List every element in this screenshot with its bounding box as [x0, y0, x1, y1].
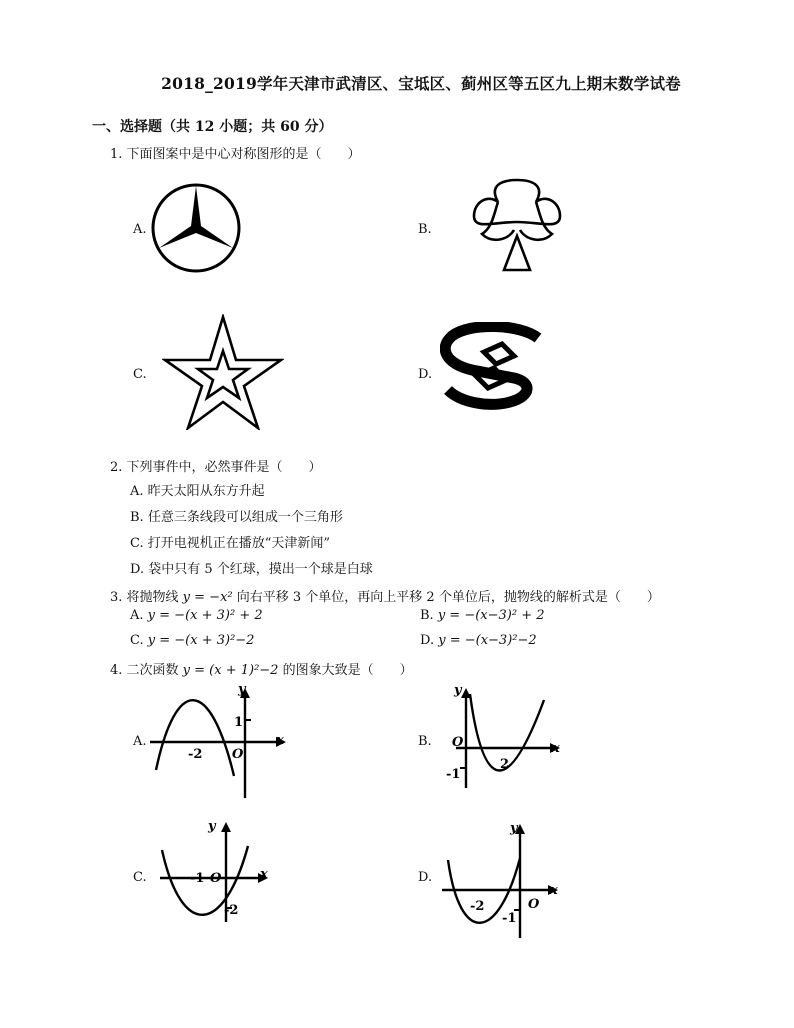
section-heading: 一、选择题（共 12 小题；共 60 分） [92, 119, 333, 135]
graph-a-x-label: x [276, 733, 284, 748]
q1-option-c-label: C. [133, 367, 147, 382]
graph-d-x-label: x [550, 883, 558, 898]
graph-b-x-label: x [552, 741, 560, 756]
q1-option-d-label: D. [418, 367, 433, 382]
double-star-icon [162, 314, 284, 430]
q3-stem-post: 向右平移 3 个单位，再向上平移 2 个单位后，抛物线的解析式是（ ） [232, 590, 660, 605]
q1-option-b-label: B. [418, 222, 432, 237]
question-2-stem: 2. 下列事件中，必然事件是（ ） [110, 460, 322, 475]
question-3-stem [110, 586, 660, 605]
q3-stem-expr: y = −x² [182, 590, 233, 605]
graph-d-y-label: y [510, 821, 518, 836]
graph-d-origin: O [528, 897, 540, 912]
graph-c-mark-1: -1 [190, 871, 205, 886]
graph-c-origin: O [210, 871, 222, 886]
q4-stem-pre: 4. 二次函数 [110, 663, 183, 678]
graph-b-origin: O [452, 735, 464, 750]
graph-c-mark-2: -2 [224, 903, 239, 918]
q2-option-b: B. 任意三条线段可以组成一个三角形 [130, 510, 343, 525]
graph-a [148, 680, 290, 800]
graph-b [444, 680, 566, 792]
graph-d-mark-1: -2 [470, 899, 485, 914]
q2-option-a: A. 昨天太阳从东方升起 [130, 484, 265, 499]
q4-option-a-label: A. [133, 734, 147, 749]
graph-b-y-label: y [454, 683, 462, 698]
question-4-stem [110, 659, 413, 678]
graph-b-mark-2: -1 [446, 767, 461, 782]
q3-option-c: C. y = −(x + 3)²−2 [130, 633, 255, 648]
q3-option-a: A. y = −(x + 3)² + 2 [130, 608, 263, 623]
graph-a-y-label: y [238, 682, 246, 697]
graph-d [436, 818, 566, 942]
graph-d-mark-2: -1 [502, 911, 517, 926]
q3-stem-pre: 3. 将抛物线 [110, 590, 183, 605]
q1-option-a-label: A. [133, 222, 147, 237]
graph-a-mark-2: 1 [234, 715, 244, 730]
q3-option-b: B. y = −(x−3)² + 2 [420, 608, 545, 623]
q2-option-c: C. 打开电视机正在播放“天津新闻” [130, 536, 331, 551]
graph-b-mark-1: 2 [500, 757, 510, 772]
q4-stem-expr: y = (x + 1)²−2 [182, 663, 279, 678]
graph-c-y-label: y [208, 819, 216, 834]
q4-stem-post: 的图象大致是（ ） [278, 663, 413, 678]
club-icon [464, 178, 570, 274]
question-1-stem: 1. 下面图案中是中心对称图形的是（ ） [110, 147, 361, 162]
graph-a-mark-1: -2 [188, 747, 203, 762]
graph-c-x-label: x [260, 867, 268, 882]
q3-option-d: D. y = −(x−3)²−2 [420, 633, 537, 648]
page-title: 2018_2019学年天津市武清区、宝坻区、蓟州区等五区九上期末数学试卷 [161, 74, 681, 93]
q4-option-d-label: D. [418, 870, 433, 885]
q2-option-d: D. 袋中只有 5 个红球，摸出一个球是白球 [130, 562, 373, 577]
q4-option-b-label: B. [418, 734, 432, 749]
s-logo-icon [440, 322, 546, 414]
graph-a-origin: O [232, 747, 244, 762]
q4-option-c-label: C. [133, 870, 147, 885]
mercedes-star-icon [148, 182, 244, 274]
graph-c [152, 816, 276, 928]
